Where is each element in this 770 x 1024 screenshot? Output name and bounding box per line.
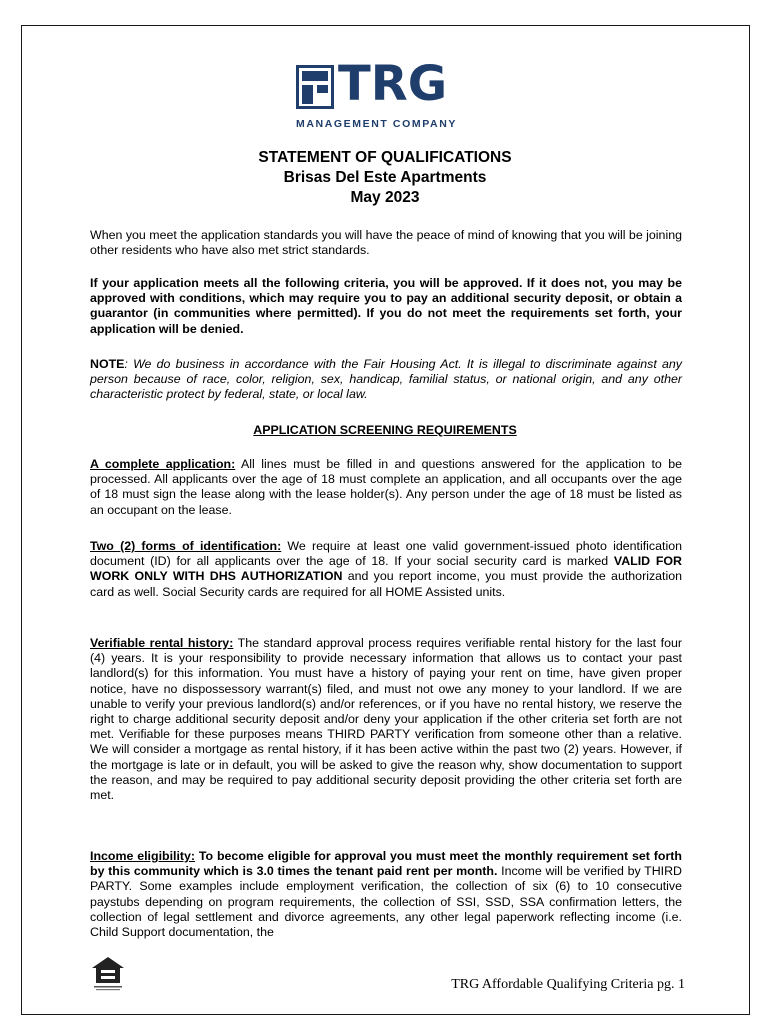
rental-history-heading: Verifiable rental history: [90,636,234,650]
income-eligibility-bold: To become eligible for approval you must meet the monthly requirement set forth by this community which is 3.0 times the tenant paid rent per month. [90,849,682,879]
complete-application-heading: A complete application: [90,457,236,471]
identification-bold: VALID FOR WORK ONLY WITH DHS AUTHORIZATION [90,554,682,584]
title-line-3: May 2023 [350,189,420,206]
logo-brand-text: TRG [338,56,448,112]
title-line-2: Brisas Del Este Apartments [283,169,487,186]
income-eligibility-text: Income will be verified by THIRD PARTY. Some examples include employment verification, the collection of six (6) to 10 consecutive paystubs depending on program requirements, the collection of SSI, SSD, SSA confirmation letters, the collection of legal settlement and divorce agreements, any other legal paperwork reflecting income (i.e. Child Support documentation, the [90,864,682,940]
income-eligibility-heading: Income eligibility: [90,849,196,863]
criteria-paragraph: If your application meets all the following criteria, you will be approved. If it does not, you may be approved with conditions, which may require you to pay an additional security deposit, or obtain a guarantor (in communities where permitted). If you do not meet the requirements set forth, your application will be denied. [90,276,682,336]
trg-logo [296,56,476,133]
note-paragraph [90,357,682,403]
rental-history-paragraph [90,636,682,803]
rental-history-text: The standard approval process requires verifiable rental history for the last four (4) years. It is your responsibility to provide necessary information that allows us to contact your past landlord(s) for this information. You must have a history of paying your rent on time, have given proper notice, have no dispossessory warrant(s) filed, and must not owe any money to your landlord. If we are unable to verify your previous landlord(s) and/or references, or if you have no rental history, we reserve the right to charge additional security deposit and/or deny your application if the other criteria set forth are not met. Verifiable for these purposes means THIRD PARTY verification from someone other than a relative. We will consider a mortgage as rental history, if it has been active within the past two (2) years. However, if the mortgage is late or in default, you will be asked to give the reason why, show documentation to support the reason, and may be required to pay additional security deposit providing the other criteria set forth are met. [90,636,682,803]
income-eligibility-paragraph [90,849,682,940]
complete-application-paragraph [90,457,682,518]
trg-logo-mark-icon [296,65,334,109]
screening-requirements-heading: APPLICATION SCREENING REQUIREMENTS [253,423,517,437]
complete-application-text: All lines must be filled in and questions answered for the application to be processed. All applicants over the age of 18 must complete an application, and all occupants over the age of 18 must sign the lease along with the lease holder(s). Any person under the age of 18 must be listed as an occupant on the lease. [90,457,682,517]
identification-heading: Two (2) forms of identification: [90,539,282,553]
intro-paragraph: When you meet the application standards you will have the peace of mind of knowing that you will be joining other residents who have also met strict standards. [90,228,682,258]
identification-paragraph [90,539,682,600]
identification-text-a: We require at least one valid government-issued photo identification document (ID) for all applicants over the age of 18. If your social security card is marked [90,539,682,569]
note-text: : We do business in accordance with the Fair Housing Act. It is illegal to discriminate against any person because of race, color, religion, sex, handicap, familial status, or national origin, and any other characteristic protect by federal, state, or local law. [90,357,682,402]
title-line-1: STATEMENT OF QUALIFICATIONS [258,149,512,166]
identification-text-b: and you report income, you must provide the authorization card as well. Social Security cards are required for all HOME Assisted units. [90,569,683,599]
equal-housing-opportunity-icon [90,955,126,993]
logo-subtitle: MANAGEMENT COMPANY [296,118,458,130]
document-title [90,148,680,208]
note-label: NOTE [90,357,125,371]
page-footer: TRG Affordable Qualifying Criteria pg. 1 [451,977,685,992]
